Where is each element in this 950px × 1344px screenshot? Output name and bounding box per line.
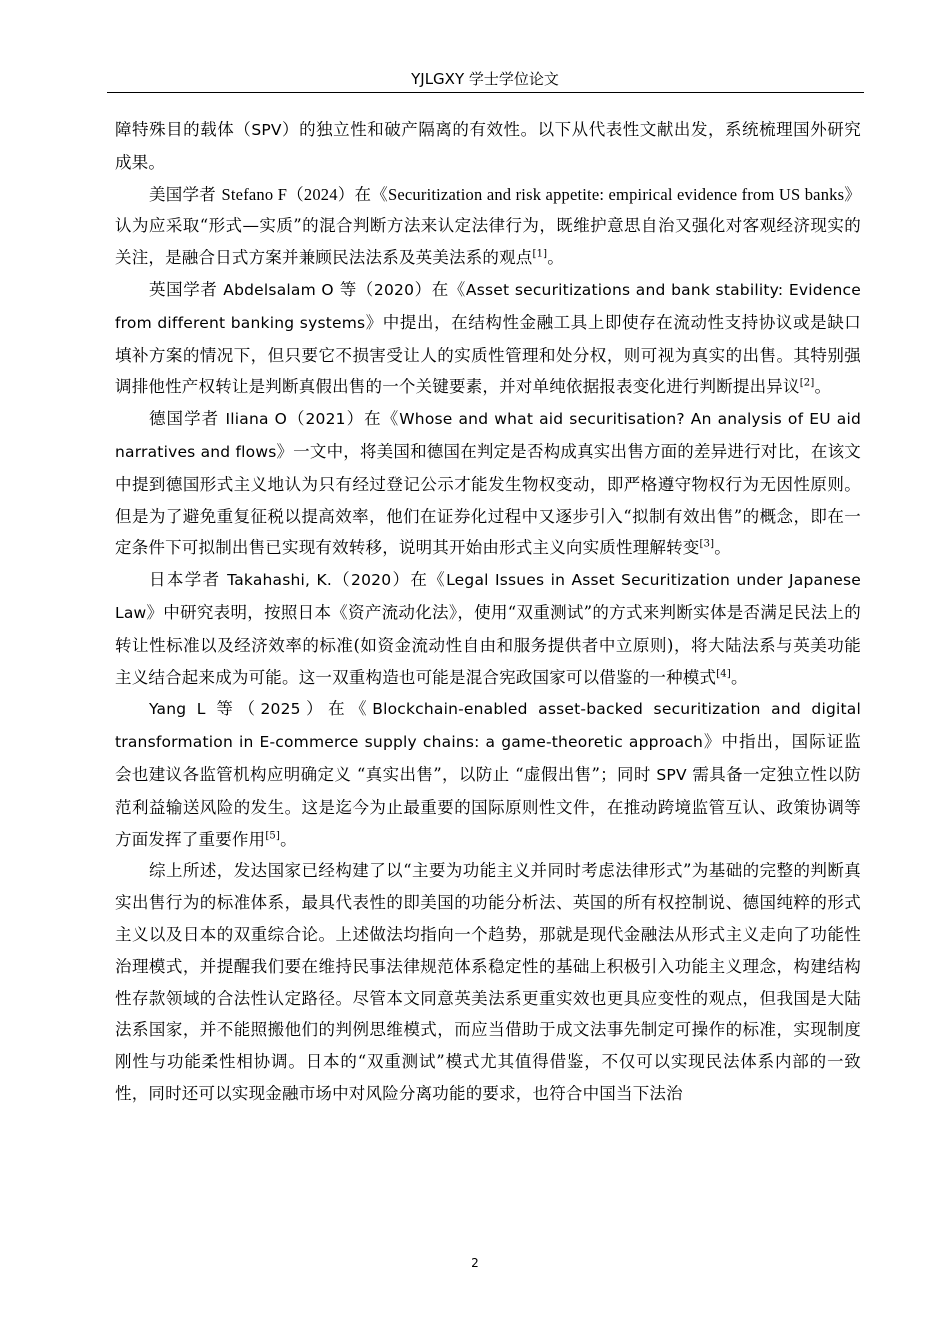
text-run: 》中研究表明，按照日本《资产流动化法》，使用“双重测试”的方式来判断实体是否满足民法上的转让性标准以及经济效率的标准(如资金流动性自由和服务提供者中立原则)，将大陆法系与英美功能主义结合起来成为可能。这一双重构造也可能是混合宪政国家可以借鉴的一种模式 xyxy=(115,602,861,687)
body-text xyxy=(115,114,861,1110)
header-divider xyxy=(107,92,864,93)
text-run: 》认为应采取“形式—实质”的混合判断方法来认定法律行为，既维护意思自治又强化对客观经济现实的关注，是融合日式方案并兼顾民法法系及英美法系的观点 xyxy=(115,184,861,268)
text-run: ）在《 xyxy=(391,570,447,590)
text-run: ）的独立性和破产隔离的有效性。以下从代表性文献出发，系统梳理国外研究成果。 xyxy=(115,120,861,172)
text-run: 2021 xyxy=(305,410,346,429)
paragraph xyxy=(115,179,861,274)
text-run: Yang L xyxy=(149,700,206,719)
text-run: 。 xyxy=(714,538,731,558)
text-run: ）在《 xyxy=(300,699,373,719)
text-run: 需具备一定独立性以防范利益输送风险的发生。这是迄今为止最重要的国际原则性文件，在推动跨境监管互认、政策协调等方面发挥了重要作用 xyxy=(115,764,861,849)
text-run: Blockchain-enabled asset-backed securitization and digital transformation in E-commerce supply chains: a game-theoretic approach xyxy=(115,700,861,752)
text-run: Iliana O xyxy=(225,410,288,429)
text-run: 美国学者 xyxy=(149,184,222,204)
text-run: 综上所述，发达国家已经构建了以“主要为功能主义并同时考虑法律形式”为基础的完整的判断真实出售行为的标准体系，最具代表性的即美国的功能分析法、英国的所有权控制说、德国纯粹的形式主义以及日本的双重综合论。上述做法均指向一个趋势，那就是现代金融法从形式主义走向了功能性治理模式，并提醒我们要在维持民事法律规范体系稳定性的基础上积极引入功能主义理念，构建结构性存款领域的合法性认定路径。尽管本文同意英美法系更重实效也更具应变性的观点，但我国是大陆法系国家，并不能照搬他们的判例思维模式，而应当借助于成文法事先制定可操作的标准，实现制度刚性与功能柔性相协调。日本的“双重测试”模式尤其值得借鉴，不仅可以实现民法体系内部的一致性，同时还可以实现金融市场中对风险分离功能的要求，也符合中国当下法治 xyxy=(115,861,861,1103)
text-run: 》中提出，在结构性金融工具上即使存在流动性支持协议或是缺口填补方案的情况下，但只要它不损害受让人的实质性管理和处分权，则可视为真实的出售。其特别强调排他性产权转让是判断真假出售的一个关键要素，并对单纯依据报表变化进行判断提出异议 xyxy=(115,312,861,397)
text-run: Takahashi, K. xyxy=(227,571,332,590)
text-run: ）在《 xyxy=(345,409,400,429)
paragraph xyxy=(115,114,861,179)
text-run: Legal Issues in Asset Securitization under Japanese Law xyxy=(115,571,862,622)
page-number: 2 xyxy=(471,1256,479,1270)
text-run: Asset securitizations and bank stability: Evidence from different banking systems xyxy=(115,280,861,332)
text-run: Whose and what aid securitisation? An analysis of EU aid narratives and flows xyxy=(115,410,862,461)
text-run: Abdelsalam O xyxy=(223,280,334,299)
citation-ref: [2] xyxy=(799,377,815,389)
text-run: 日本学者 xyxy=(149,570,228,590)
text-run: 德国学者 xyxy=(149,409,226,429)
citation-ref: [1] xyxy=(532,248,548,260)
text-run: 。 xyxy=(547,248,564,268)
text-run: 》一文中，将美国和德国在判定是否构成真实出售方面的差异进行对比，在该文中提到德国形式主义地认为只有经过登记公示才能发生物权变动，即严格遵守物权行为无因性原则。但是为了避免重复征税以提高效率，他们在证券化过程中又逐步引入“拟制有效出售”的概念，即在一定条件下可拟制出售已实现有效转移，说明其开始由形式主义向实质性理解转变 xyxy=(115,441,861,558)
text-run: 2025 xyxy=(260,700,301,719)
text-run: 等（ xyxy=(333,279,374,299)
text-run: 。 xyxy=(280,829,297,849)
citation-ref: [5] xyxy=(265,830,281,842)
running-header: YJLGXY 学士学位论文 xyxy=(411,70,559,88)
paragraph xyxy=(115,274,861,403)
text-run: Securitization and risk appetite: empirical evidence from US banks xyxy=(388,184,845,204)
text-run: 》中指出，国际证监会也建议各监管机构应明确定义 “真实出售”，以防止 “虚假出售”；同时 xyxy=(115,732,861,784)
text-run: 在《 xyxy=(354,184,388,204)
text-run: ）在《 xyxy=(414,279,466,299)
text-run: 2020 xyxy=(351,571,392,590)
text-run: SPV xyxy=(656,765,687,784)
text-run: 英国学者 xyxy=(149,279,224,299)
text-run: （ xyxy=(331,570,352,590)
text-run: （ xyxy=(287,409,306,429)
text-run: 。 xyxy=(814,377,832,397)
paragraph xyxy=(115,403,861,564)
text-run: 。 xyxy=(730,667,748,687)
paragraph xyxy=(115,564,861,693)
paragraph xyxy=(115,693,861,855)
text-run: 障特殊目的载体（ xyxy=(115,120,252,139)
paragraph xyxy=(115,855,861,1109)
citation-ref: [4] xyxy=(716,668,731,680)
text-run: SPV xyxy=(251,121,282,139)
text-run: 等（ xyxy=(205,699,261,719)
text-run: 2020 xyxy=(373,280,415,299)
text-run: Stefano F（2024） xyxy=(221,184,355,204)
citation-ref: [3] xyxy=(699,538,715,550)
